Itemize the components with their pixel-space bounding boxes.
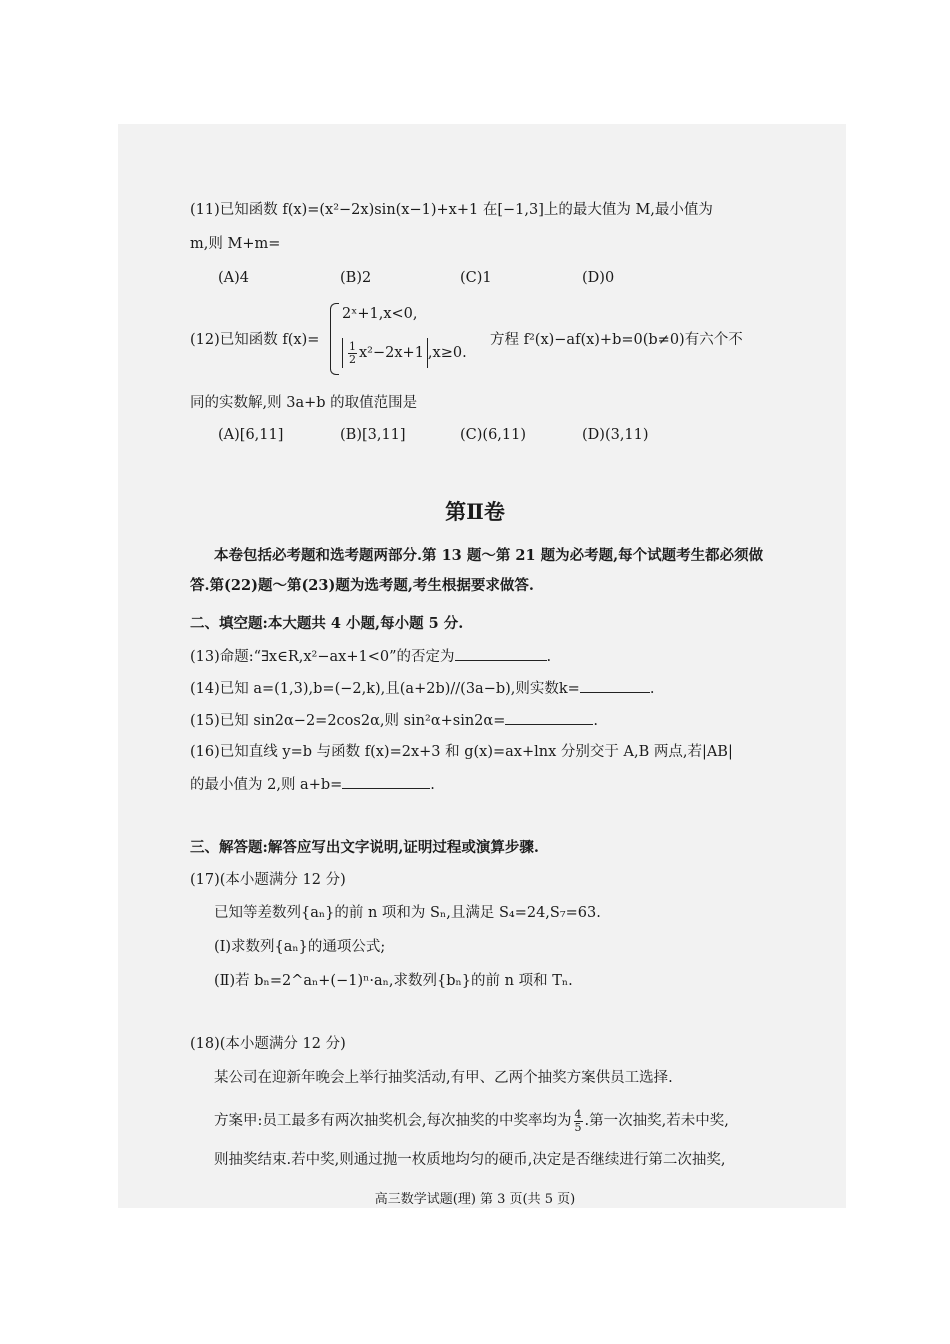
q11-line2: m,则 M+m= bbox=[190, 236, 281, 252]
q12-equation: 方程 f²(x)−af(x)+b=0(b≠0)有六个不 bbox=[490, 332, 743, 348]
q13-answer-blank bbox=[455, 646, 547, 661]
part2-intro-line1: 本卷包括必考题和选考题两部分.第 13 题～第 21 题为必考题,每个试题考生都必须做 bbox=[214, 547, 764, 564]
q16-line2: 的最小值为 2,则 a+b= . bbox=[190, 774, 435, 795]
q11-option-b: (B)2 bbox=[340, 270, 372, 286]
q12-abs-value: $\frac{1}{2}$ x²−2x+1 bbox=[342, 338, 428, 368]
q12-option-d: (D)(3,11) bbox=[582, 427, 649, 443]
q18-plan-a-line2: 则抽奖结束.若中奖,则通过抛一枚质地均匀的硬币,决定是否继续进行第二次抽奖, bbox=[214, 1152, 726, 1168]
q11-option-d: (D)0 bbox=[582, 270, 615, 286]
q16-line1: (16)已知直线 y=b 与函数 f(x)=2x+3 和 g(x)=ax+lnx 分别交于 A,B 两点,若|AB| bbox=[190, 744, 733, 760]
q11-option-a: (A)4 bbox=[218, 270, 250, 286]
q15: (15)已知 sin2α−2=2cos2α,则 sin²α+sin2α= . bbox=[190, 710, 598, 731]
q17-stem: 已知等差数列{aₙ}的前 n 项和为 Sₙ,且满足 S₄=24,S₇=63. bbox=[214, 905, 601, 921]
q15-answer-blank bbox=[505, 710, 593, 725]
q18-header: (18)(本小题满分 12 分) bbox=[190, 1036, 346, 1052]
q18-stem: 某公司在迎新年晚会上举行抽奖活动,有甲、乙两个抽奖方案供员工选择. bbox=[214, 1070, 673, 1086]
q12-piece2: $\frac{1}{2}$ x²−2x+1 ,x≥0. bbox=[342, 338, 467, 368]
q12-fraction: $\frac{1}{2}$ bbox=[349, 339, 356, 366]
q14: (14)已知 a=(1,3),b=(−2,k),且(a+2b)//(3a−b),则实数k= . bbox=[190, 678, 654, 699]
page-footer: 高三数学试题(理) 第 3 页(共 5 页) bbox=[374, 1192, 576, 1207]
q18-probability-fraction: $\frac{4}{5}$ bbox=[574, 1107, 582, 1134]
part2-heading: 第Ⅱ卷 bbox=[445, 499, 505, 524]
section2-title: 二、填空题:本大题共 4 小题,每小题 5 分. bbox=[190, 615, 464, 632]
q12-label: (12)已知函数 f(x)= bbox=[190, 332, 320, 348]
q18-plan-a: 方案甲:员工最多有两次抽奖机会,每次抽奖的中奖率均为 $\frac{4}{5}$ .第一次抽奖,若未中奖, bbox=[214, 1107, 729, 1134]
q12-piecewise-brace bbox=[330, 303, 339, 375]
q13: (13)命题:“∃x∈R,x²−ax+1<0”的否定为 . bbox=[190, 646, 551, 667]
q12-line2: 同的实数解,则 3a+b 的取值范围是 bbox=[190, 395, 418, 411]
q12-piece1: 2ˣ+1,x<0, bbox=[342, 306, 418, 322]
q11-option-c: (C)1 bbox=[460, 270, 492, 286]
section3-title: 三、解答题:解答应写出文字说明,证明过程或演算步骤. bbox=[190, 839, 539, 856]
q12-option-a: (A)[6,11] bbox=[218, 427, 284, 443]
q17-part2: (Ⅱ)若 bₙ=2^aₙ+(−1)ⁿ·aₙ,求数列{bₙ}的前 n 项和 Tₙ. bbox=[214, 973, 573, 989]
q12-option-c: (C)(6,11) bbox=[460, 427, 527, 443]
q16-answer-blank bbox=[342, 774, 430, 789]
q12-option-b: (B)[3,11] bbox=[340, 427, 406, 443]
q17-part1: (Ⅰ)求数列{aₙ}的通项公式; bbox=[214, 939, 386, 955]
q14-answer-blank bbox=[580, 678, 650, 693]
part2-intro-line2: 答.第(22)题～第(23)题为选考题,考生根据要求做答. bbox=[190, 577, 534, 594]
q17-header: (17)(本小题满分 12 分) bbox=[190, 872, 346, 888]
q11-line1: (11)已知函数 f(x)=(x²−2x)sin(x−1)+x+1 在[−1,3]上的最大值为 M,最小值为 bbox=[190, 202, 713, 218]
